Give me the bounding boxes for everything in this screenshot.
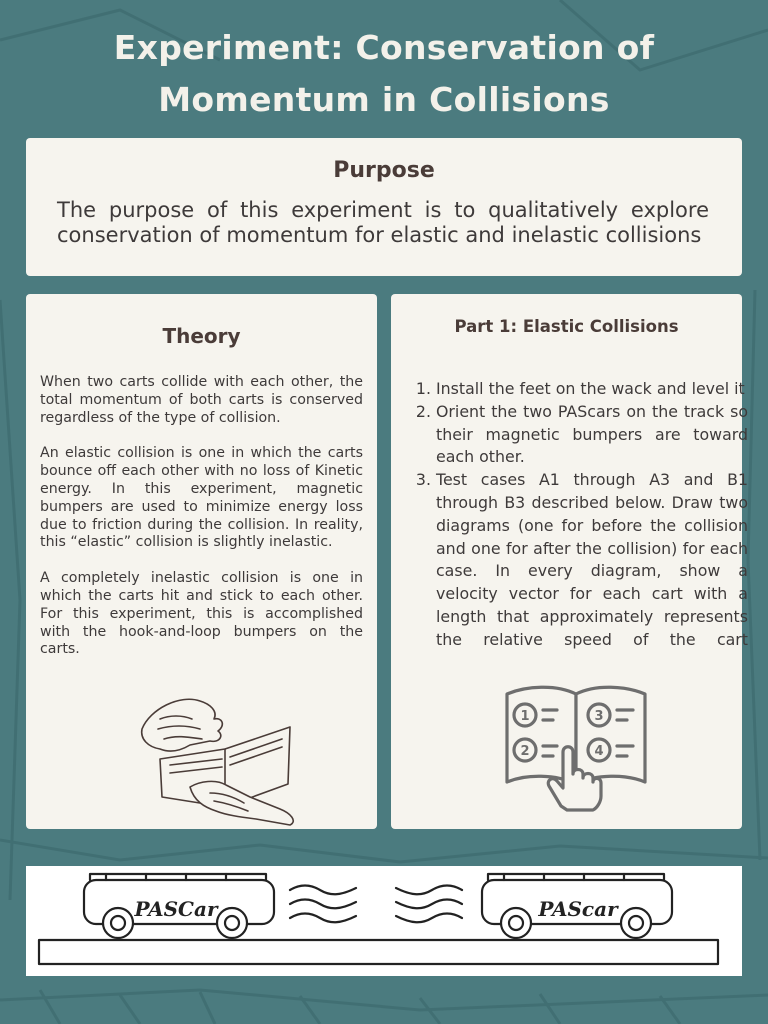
page-title	[0, 22, 768, 126]
theory-paragraph: A completely inelastic collision is one in which the carts hit and stick to each other. For this experiment, this is accomplished with the hook-and-loop bumpers on the carts.	[40, 570, 363, 658]
theory-body	[40, 374, 363, 677]
track-diagram	[26, 866, 742, 976]
manual-number: 2	[520, 744, 530, 759]
part1-steps	[417, 378, 748, 652]
track-icon	[39, 940, 718, 964]
cart-right-label: PAScar	[538, 897, 618, 921]
motion-waves-icon	[290, 886, 356, 923]
theory-paragraph: When two carts collide with each other, the total momentum of both carts is conserved regardless of the type of collision.	[40, 374, 363, 426]
cart-left-label: PASCar	[134, 897, 218, 921]
part1-heading: Part 1: Elastic Collisions	[454, 317, 679, 336]
list-item: 1. Install the feet on the wack and level it	[436, 378, 748, 401]
theory-heading: Theory	[162, 324, 241, 348]
title-line-1: Experiment: Conservation of	[113, 28, 655, 67]
list-item: 3. Test cases A1 through A3 and B1 through B3 described below. Draw two diagrams (one for before the collision and one for after the collision) for each case. In every diagram, show a velocity vector for each cart with a length that approximately represents the relative speed of the cart	[436, 469, 748, 651]
purpose-heading: Purpose	[333, 158, 435, 183]
motion-waves-icon	[396, 886, 462, 923]
track-illustration	[26, 866, 742, 976]
theory-card	[26, 294, 377, 829]
manual-number: 1	[520, 709, 530, 724]
part1-card	[391, 294, 748, 829]
numbered-manual-pointing-hand-icon	[501, 682, 651, 814]
manual-number: 3	[594, 709, 604, 724]
purpose-card	[26, 138, 742, 276]
title-line-2: Momentum in Collisions	[158, 80, 610, 119]
list-item: 2. Orient the two PAScars on the track so their magnetic bumpers are toward each other.	[436, 401, 748, 469]
manual-number: 4	[594, 744, 604, 759]
theory-paragraph: An elastic collision is one in which the carts bounce off each other with no loss of Kinetic energy. In this experiment, magnetic bumpers are used to minimize energy loss due to friction during the collision. In reality, this “elastic” collision is slightly inelastic.	[40, 445, 363, 551]
hands-holding-book-icon	[130, 689, 300, 829]
purpose-text: The purpose of this experiment is to qualitatively explore conservation of momentum for elastic and inelastic collisions	[57, 198, 709, 247]
